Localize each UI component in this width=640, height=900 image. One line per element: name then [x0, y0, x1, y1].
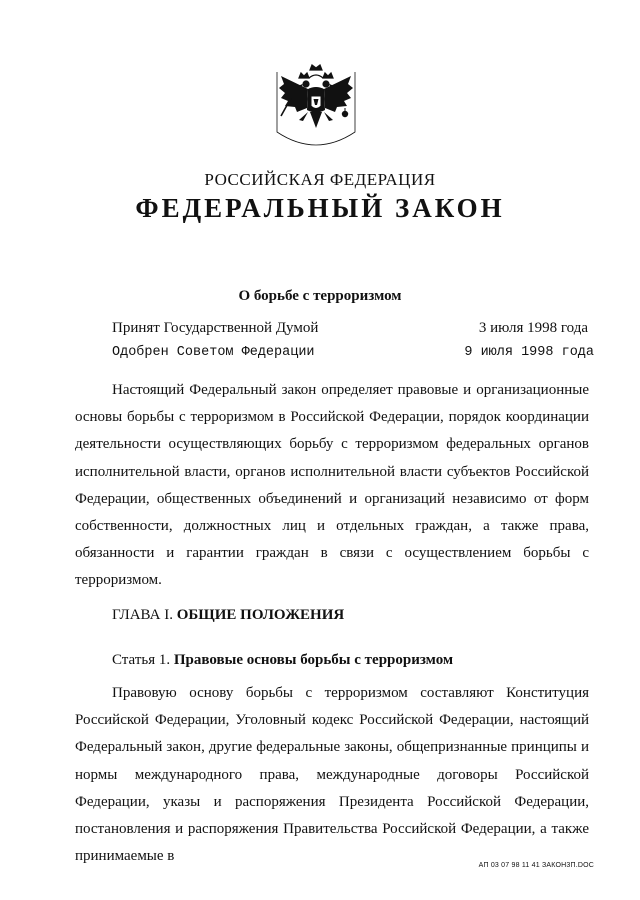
article-number: Статья 1.: [112, 652, 171, 668]
adoption-date: 9 июля 1998 года: [464, 345, 594, 360]
adoption-label: Одобрен Советом Федерации: [112, 345, 315, 360]
adoption-date: 3 июля 1998 года: [478, 320, 588, 336]
law-title: О борьбе с терроризмом: [238, 288, 402, 304]
preamble-paragraph: Настоящий Федеральный закон определяет правовые и организационные основы борьбы с терроризмом в Российской Федерации, порядок координации деятельности осуществляющих борьбу с терроризмом федеральных органов исполнительной власти, органов исполнительной власти субъектов Российской Федерации, общественных объединений и организаций независимо от форм собственности, должностных лиц и отдельных граждан, а также права, обязанности и гарантии граждан в связи с осуществлением борьбы с терроризмом.: [75, 382, 589, 589]
chapter-number: ГЛАВА I.: [112, 607, 173, 623]
country-name: РОССИЙСКАЯ ФЕДЕРАЦИЯ: [204, 170, 436, 189]
file-reference-footer: АП 03 07 98 11 41 ЗАКОН3П.DOC: [478, 862, 594, 869]
adoption-label: Принят Государственной Думой: [112, 320, 319, 336]
coat-of-arms-icon: [275, 62, 357, 154]
document-type-heading: ФЕДЕРАЛЬНЫЙ ЗАКОН: [135, 193, 505, 223]
chapter-title: ОБЩИЕ ПОЛОЖЕНИЯ: [176, 607, 345, 623]
article-title: Правовые основы борьбы с терроризмом: [173, 652, 454, 668]
chapter-heading: [112, 607, 344, 624]
article-heading: [112, 652, 453, 669]
article-paragraph: Правовую основу борьбы с терроризмом составляют Конституция Российской Федерации, Уголовный кодекс Российской Федерации, настоящий Федеральный закон, другие федеральные законы, общепризнанные принципы и нормы международного права, международные договоры Российской Федерации, указы и распоряжения Президента Российской Федерации, постановления и распоряжения Правительства Российской Федерации, а также принимаемые в: [75, 685, 589, 865]
